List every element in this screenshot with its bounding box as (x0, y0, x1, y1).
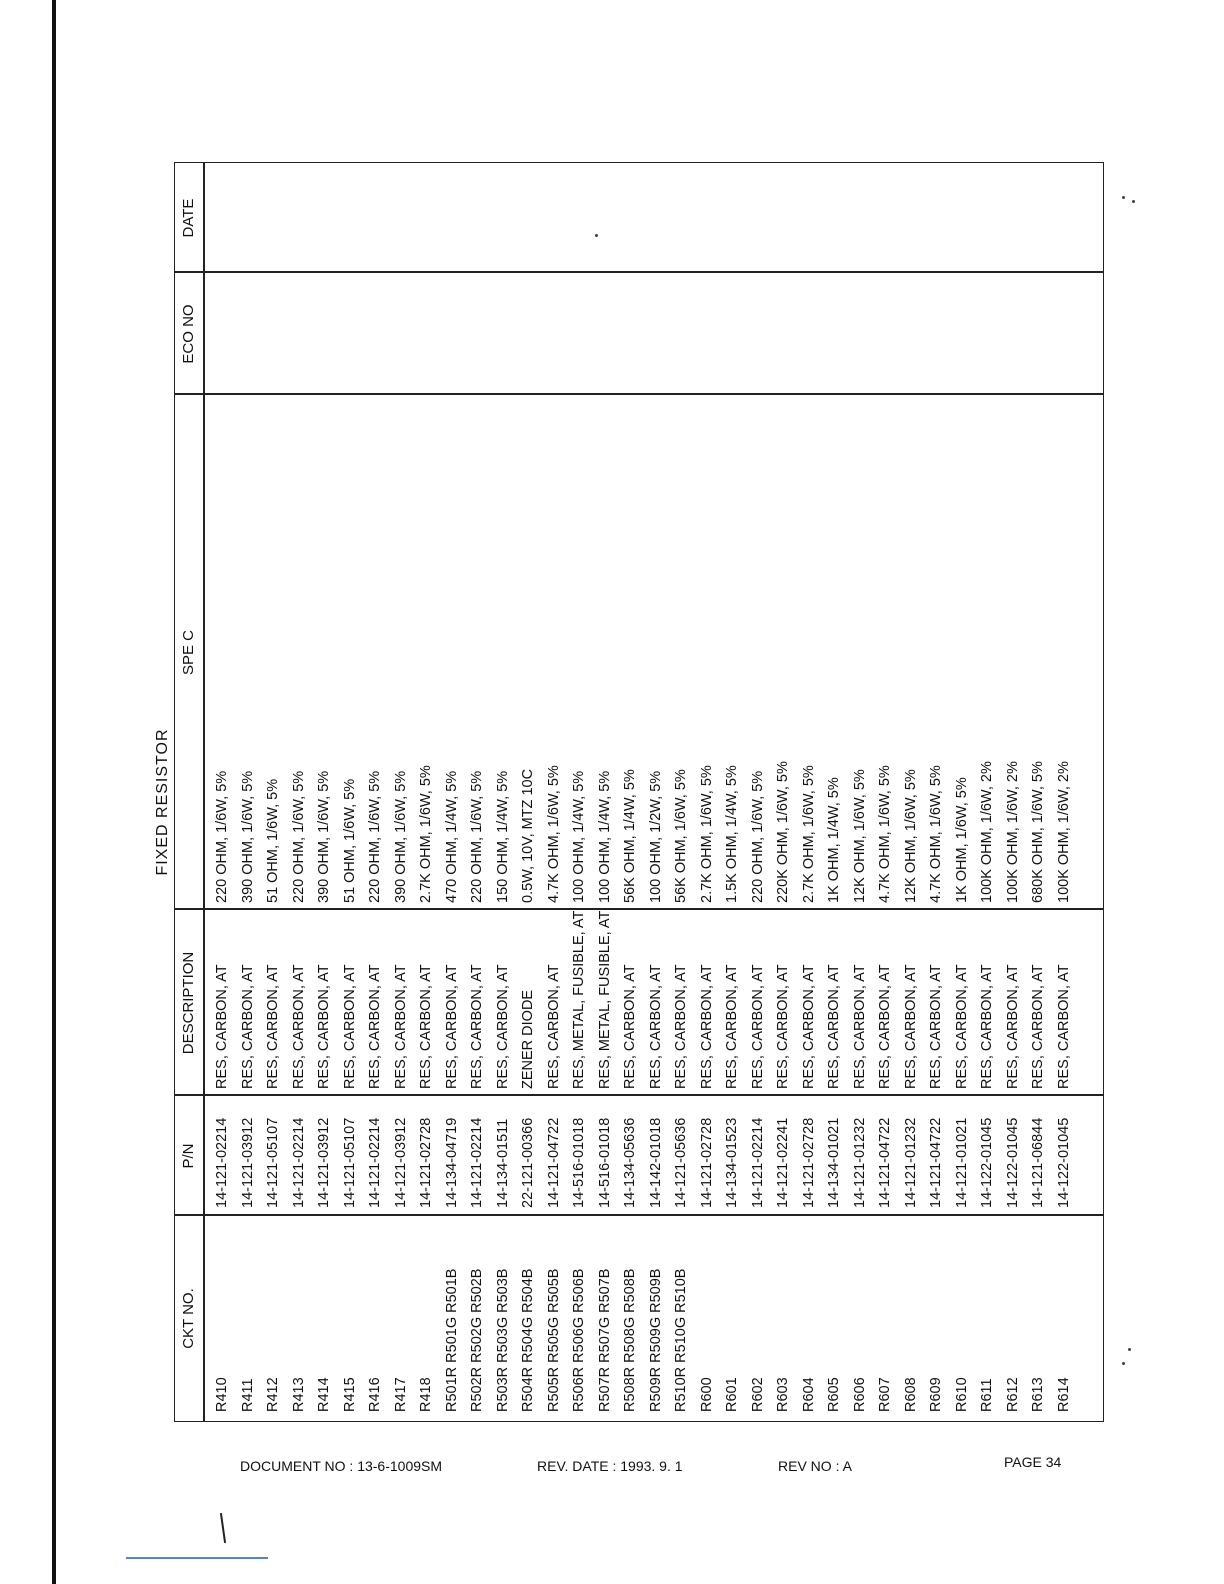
description-cell: RES, CARBON, AT (367, 964, 383, 1089)
pn-cell: 14-122-01045 (979, 1117, 995, 1208)
table-row (362, 181, 388, 1421)
pen-mark (220, 1513, 226, 1543)
spec-cell: 2.7K OHM, 1/6W, 5% (800, 765, 817, 903)
description-cell: RES, CARBON, AT (1055, 964, 1072, 1089)
blue-rule-line (126, 1557, 268, 1559)
pn-cell: 14-121-06844 (1030, 1117, 1046, 1208)
spec-cell: 100 OHM, 1/4W, 5% (571, 770, 587, 903)
table-row (847, 181, 873, 1421)
ckt-no-cell: R509R R509G R509B (647, 1268, 664, 1412)
pn-cell: 14-134-01021 (826, 1117, 842, 1208)
spec-cell: 0.5W, 10V, MTZ 10C (520, 768, 536, 903)
spec-cell: 220 OHM, 1/6W, 5% (469, 770, 485, 903)
pn-cell: 14-134-01511 (494, 1118, 511, 1208)
table-row (311, 181, 337, 1421)
pn-cell: 14-121-03912 (239, 1117, 256, 1208)
description-cell: RES, CARBON, AT (545, 964, 562, 1089)
table-row (260, 181, 286, 1421)
description-cell: RES, CARBON, AT (851, 964, 868, 1089)
description-cell: RES, CARBON, AT (826, 964, 842, 1089)
scan-speck (1122, 196, 1125, 199)
ckt-no-cell: R417 (392, 1377, 409, 1412)
table-row (796, 181, 822, 1421)
ckt-no-cell: R505R R505G R505B (545, 1268, 562, 1412)
table-row (872, 181, 898, 1421)
description-cell: RES, CARBON, AT (775, 964, 791, 1089)
description-cell: RES, CARBON, AT (341, 964, 358, 1089)
spec-cell: 12K OHM, 1/6W, 5% (902, 769, 919, 903)
description-cell: RES, CARBON, AT (902, 964, 919, 1089)
spec-cell: 51 OHM, 1/6W, 5% (341, 778, 358, 903)
pn-cell: 14-121-04722 (877, 1117, 893, 1208)
ckt-no-cell: R415 (341, 1377, 358, 1412)
ckt-no-cell: R504R R504G R504B (520, 1268, 536, 1412)
pn-cell: 14-121-02214 (290, 1117, 307, 1208)
description-cell: RES, CARBON, AT (800, 964, 817, 1089)
pn-cell: 14-121-02214 (214, 1117, 230, 1208)
description-cell: RES, CARBON, AT (724, 964, 740, 1089)
description-cell: RES, CARBON, AT (1004, 964, 1021, 1089)
spec-cell: 4.7K OHM, 1/6W, 5% (877, 765, 893, 903)
ckt-no-cell: R412 (265, 1377, 281, 1412)
table-row (694, 181, 720, 1421)
spec-cell: 220 OHM, 1/6W, 5% (749, 770, 766, 903)
pn-cell: 14-121-04722 (545, 1117, 562, 1208)
table-row (1051, 181, 1077, 1421)
ckt-no-cell: R501R R501G R501B (443, 1268, 460, 1412)
table-row (1000, 181, 1026, 1421)
spec-cell: 470 OHM, 1/4W, 5% (443, 770, 460, 903)
pn-cell: 14-516-01018 (596, 1117, 613, 1208)
table-row (1025, 181, 1051, 1421)
header-date: DATE (180, 198, 197, 238)
pn-cell: 14-121-03912 (316, 1117, 332, 1208)
revision-date: REV. DATE : 1993. 9. 1 (537, 1458, 683, 1474)
spec-cell: 220 OHM, 1/6W, 5% (367, 770, 383, 903)
table-row (898, 181, 924, 1421)
spec-cell: 100K OHM, 1/6W, 2% (1004, 761, 1021, 903)
ckt-no-cell: R613 (1030, 1377, 1046, 1412)
ckt-no-cell: R600 (698, 1377, 715, 1412)
table-row (719, 181, 745, 1421)
ckt-no-cell: R507R R507G R507B (596, 1268, 613, 1412)
pn-cell: 14-121-05107 (341, 1117, 358, 1208)
description-cell: RES, CARBON, AT (979, 964, 995, 1089)
spec-cell: 56K OHM, 1/6W, 5% (673, 769, 689, 903)
description-cell: RES, CARBON, AT (928, 964, 944, 1089)
pn-cell: 14-121-02241 (775, 1117, 791, 1208)
description-cell: RES, CARBON, AT (494, 964, 511, 1089)
table-row (515, 181, 541, 1421)
pn-cell: 14-121-02728 (698, 1117, 715, 1208)
description-cell: RES, CARBON, AT (698, 964, 715, 1089)
description-cell: RES, CARBON, AT (265, 964, 281, 1089)
table-row (209, 181, 235, 1421)
pn-cell: 14-121-02214 (749, 1117, 766, 1208)
spec-cell: 100 OHM, 1/4W, 5% (596, 770, 613, 903)
ckt-no-cell: R606 (851, 1377, 868, 1412)
spec-cell: 4.7K OHM, 1/6W, 5% (545, 765, 562, 903)
description-cell: RES, CARBON, AT (214, 964, 230, 1089)
spec-cell: 1K OHM, 1/6W, 5% (953, 777, 970, 903)
pn-cell: 14-142-01018 (647, 1117, 664, 1208)
pn-cell: 14-134-04719 (443, 1117, 460, 1208)
ckt-no-cell: R502R R502G R502B (469, 1268, 485, 1412)
ckt-no-cell: R605 (826, 1377, 842, 1412)
page-edge-bar (52, 0, 56, 1584)
description-cell: RES, CARBON, AT (418, 964, 434, 1089)
ckt-no-cell: R604 (800, 1377, 817, 1412)
spec-cell: 220 OHM, 1/6W, 5% (214, 770, 230, 903)
pn-cell: 14-134-05636 (622, 1117, 638, 1208)
description-cell: RES, CARBON, AT (290, 964, 307, 1089)
pn-cell: 14-121-01021 (953, 1117, 970, 1208)
description-cell: RES, CARBON, AT (749, 964, 766, 1089)
pn-cell: 22-121-00366 (520, 1117, 536, 1208)
header-ckt-no: CKT NO. (180, 1288, 197, 1349)
table-title: FIXED RESISTOR (154, 728, 171, 876)
header-divider (203, 163, 205, 1421)
header-eco-no: ECO NO (180, 304, 197, 364)
ckt-no-cell: R410 (214, 1377, 230, 1412)
spec-cell: 51 OHM, 1/6W, 5% (265, 778, 281, 903)
description-cell: RES, CARBON, AT (1030, 964, 1046, 1089)
table-row (745, 181, 771, 1421)
table-row (668, 181, 694, 1421)
revision-number: REV NO : A (778, 1458, 852, 1474)
table-row (541, 181, 567, 1421)
ckt-no-cell: R609 (928, 1377, 944, 1412)
description-cell: RES, METAL, FUSIBLE, AT (596, 910, 613, 1089)
spec-cell: 100K OHM, 1/6W, 2% (1055, 761, 1072, 903)
ckt-no-cell: R603 (775, 1377, 791, 1412)
scan-speck (595, 234, 598, 237)
ckt-no-cell: R614 (1055, 1377, 1072, 1412)
page-number: PAGE 34 (1004, 1454, 1062, 1470)
spec-cell: 390 OHM, 1/6W, 5% (239, 770, 256, 903)
spec-cell: 150 OHM, 1/4W, 5% (494, 770, 511, 903)
description-cell: RES, CARBON, AT (877, 964, 893, 1089)
description-cell: RES, METAL, FUSIBLE, AT (571, 910, 587, 1089)
table-row (949, 181, 975, 1421)
pn-cell: 14-121-03912 (392, 1117, 409, 1208)
description-cell: RES, CARBON, AT (953, 964, 970, 1089)
table-row (617, 181, 643, 1421)
pn-cell: 14-122-01045 (1004, 1117, 1021, 1208)
description-cell: RES, CARBON, AT (392, 964, 409, 1089)
ckt-no-cell: R503R R503G R503B (494, 1268, 511, 1412)
document-number: DOCUMENT NO : 13-6-1009SM (240, 1458, 443, 1474)
ckt-no-cell: R413 (290, 1377, 307, 1412)
description-cell: RES, CARBON, AT (647, 964, 664, 1089)
table-row (566, 181, 592, 1421)
ckt-no-cell: R612 (1004, 1377, 1021, 1412)
ckt-no-cell: R602 (749, 1377, 766, 1412)
pn-cell: 14-134-01523 (724, 1117, 740, 1208)
spec-cell: 1K OHM, 1/4W, 5% (826, 777, 842, 903)
table-row (923, 181, 949, 1421)
pn-cell: 14-121-02214 (367, 1117, 383, 1208)
ckt-no-cell: R607 (877, 1377, 893, 1412)
table-row (413, 181, 439, 1421)
description-cell: ZENER DIODE (520, 989, 536, 1089)
spec-cell: 2.7K OHM, 1/6W, 5% (698, 765, 715, 903)
pn-cell: 14-121-02728 (418, 1117, 434, 1208)
description-cell: RES, CARBON, AT (239, 964, 256, 1089)
spec-cell: 220 OHM, 1/6W, 5% (290, 770, 307, 903)
pn-cell: 14-516-01018 (571, 1117, 587, 1208)
header-pn: P/N (180, 1143, 197, 1169)
spec-cell: 12K OHM, 1/6W, 5% (851, 769, 868, 903)
ckt-no-cell: R608 (902, 1377, 919, 1412)
description-cell: RES, CARBON, AT (443, 964, 460, 1089)
table-row (974, 181, 1000, 1421)
spec-cell: 100K OHM, 1/6W, 2% (979, 761, 995, 903)
pn-cell: 14-121-01232 (851, 1117, 868, 1208)
table-row (388, 181, 414, 1421)
scan-speck (1122, 1362, 1125, 1365)
parts-table (174, 162, 1104, 1422)
table-row (490, 181, 516, 1421)
spec-cell: 1.5K OHM, 1/4W, 5% (724, 765, 740, 903)
pn-cell: 14-121-02728 (800, 1117, 817, 1208)
scan-speck (1132, 200, 1135, 203)
pn-cell: 14-121-05107 (265, 1117, 281, 1208)
ckt-no-cell: R510R R510G R510B (673, 1268, 689, 1412)
spec-cell: 390 OHM, 1/6W, 5% (392, 770, 409, 903)
spec-cell: 680K OHM, 1/6W, 5% (1030, 761, 1046, 903)
spec-cell: 4.7K OHM, 1/6W, 5% (928, 765, 944, 903)
description-cell: RES, CARBON, AT (316, 964, 332, 1089)
ckt-no-cell: R506R R506G R506B (571, 1268, 587, 1412)
description-cell: RES, CARBON, AT (469, 964, 485, 1089)
header-description: DESCRIPTION (180, 951, 197, 1055)
ckt-no-cell: R414 (316, 1377, 332, 1412)
spec-cell: 100 OHM, 1/2W, 5% (647, 770, 664, 903)
table-row (592, 181, 618, 1421)
spec-cell: 56K OHM, 1/4W, 5% (622, 769, 638, 903)
header-spec: SPE C (180, 630, 197, 676)
spec-cell: 220K OHM, 1/6W, 5% (775, 761, 791, 903)
table-row (770, 181, 796, 1421)
ckt-no-cell: R610 (953, 1377, 970, 1412)
scan-speck (1128, 1348, 1131, 1351)
table-row (821, 181, 847, 1421)
ckt-no-cell: R601 (724, 1377, 740, 1412)
table-row (439, 181, 465, 1421)
table-row (643, 181, 669, 1421)
table-row (235, 181, 261, 1421)
ckt-no-cell: R411 (239, 1378, 256, 1412)
description-cell: RES, CARBON, AT (673, 964, 689, 1089)
table-row (337, 181, 363, 1421)
pn-cell: 14-122-01045 (1055, 1117, 1072, 1208)
table-row (464, 181, 490, 1421)
table-row (286, 181, 312, 1421)
pn-cell: 14-121-05636 (673, 1117, 689, 1208)
pn-cell: 14-121-04722 (928, 1117, 944, 1208)
ckt-no-cell: R416 (367, 1377, 383, 1412)
spec-cell: 390 OHM, 1/6W, 5% (316, 770, 332, 903)
description-cell: RES, CARBON, AT (622, 964, 638, 1089)
spec-cell: 2.7K OHM, 1/6W, 5% (418, 765, 434, 903)
pn-cell: 14-121-02214 (469, 1117, 485, 1208)
ckt-no-cell: R508R R508G R508B (622, 1268, 638, 1412)
pn-cell: 14-121-01232 (902, 1117, 919, 1208)
rotated-table-sheet (154, 182, 1084, 1422)
ckt-no-cell: R418 (418, 1377, 434, 1412)
ckt-no-cell: R611 (979, 1378, 995, 1412)
